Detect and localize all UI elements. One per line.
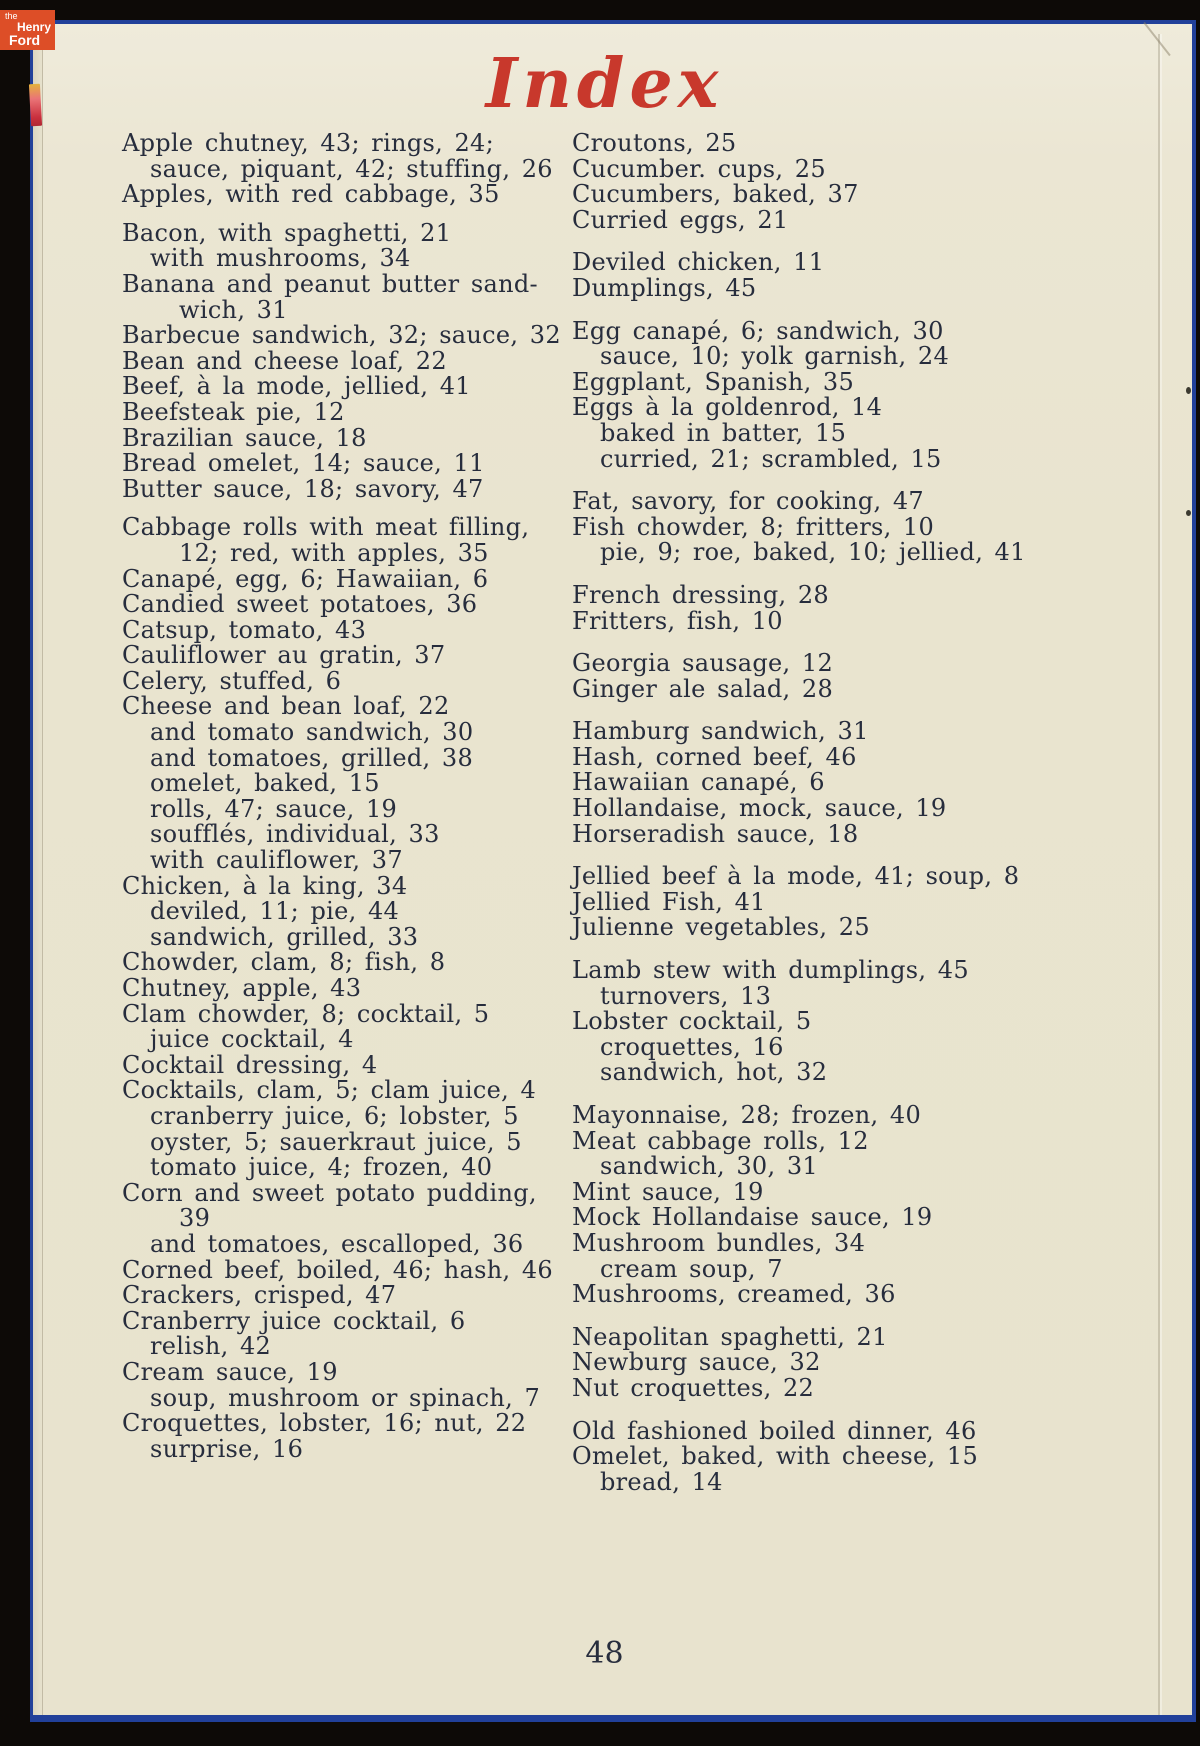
index-entry-line: Catsup, tomato, 43 bbox=[122, 615, 367, 644]
index-entry-line: Cucumbers, baked, 37 bbox=[572, 180, 859, 209]
index-entry-line: Nut croquettes, 22 bbox=[572, 1373, 815, 1402]
index-entry-line: Barbecue sandwich, 32; sauce, 32 bbox=[122, 321, 561, 350]
index-entry-line: 12; red, with apples, 35 bbox=[179, 538, 489, 567]
index-entry-line: Newburg sauce, 32 bbox=[572, 1348, 821, 1377]
index-entry-line: sandwich, hot, 32 bbox=[600, 1058, 828, 1087]
book-page bbox=[30, 20, 1196, 1722]
index-entry-line: Cream sauce, 19 bbox=[122, 1357, 338, 1386]
index-entry-line: sandwich, 30, 31 bbox=[600, 1152, 818, 1181]
page-speck bbox=[1186, 510, 1191, 516]
page-edge-left bbox=[33, 24, 43, 1715]
index-entry-line: croquettes, 16 bbox=[600, 1032, 784, 1061]
index-group bbox=[572, 250, 1132, 301]
index-entry-line: baked in batter, 15 bbox=[600, 418, 847, 447]
index-entry-line: Meat cabbage rolls, 12 bbox=[572, 1126, 869, 1155]
index-entry-line: sauce, piquant, 42; stuffing, 26 bbox=[150, 154, 553, 183]
index-entry-line: Eggplant, Spanish, 35 bbox=[572, 367, 855, 396]
index-entry-line: Banana and peanut butter sand- bbox=[122, 269, 538, 298]
index-entry-line: sandwich, grilled, 33 bbox=[150, 922, 419, 951]
index-entry-line: Fritters, fish, 10 bbox=[572, 606, 783, 635]
index-entry-line: surprise, 16 bbox=[150, 1434, 304, 1463]
index-group bbox=[122, 131, 582, 208]
index-entry-line: Chowder, clam, 8; fish, 8 bbox=[122, 948, 446, 977]
index-entry-line: Canapé, egg, 6; Hawaiian, 6 bbox=[122, 564, 489, 593]
index-entry-line: Mock Hollandaise sauce, 19 bbox=[572, 1203, 933, 1232]
index-entry-line: soufflés, individual, 33 bbox=[150, 820, 440, 849]
index-entry-line: Apple chutney, 43; rings, 24; bbox=[122, 129, 494, 157]
index-entry-line: and tomatoes, grilled, 38 bbox=[150, 743, 474, 772]
page-speck bbox=[1186, 387, 1191, 394]
index-entry-line: Crackers, crisped, 47 bbox=[122, 1281, 397, 1310]
index-entry-line: Chicken, à la king, 34 bbox=[122, 871, 408, 900]
index-entry-line: Mushroom bundles, 34 bbox=[572, 1228, 866, 1257]
index-group bbox=[122, 218, 582, 503]
index-entry-line: Omelet, baked, with cheese, 15 bbox=[572, 1442, 979, 1471]
page-number: 48 bbox=[585, 1636, 624, 1671]
index-entry-line: deviled, 11; pie, 44 bbox=[150, 897, 400, 926]
index-entry-line: Hawaiian canapé, 6 bbox=[572, 768, 825, 797]
henry-ford-logo bbox=[0, 10, 55, 50]
logo-text-henry: Henry bbox=[17, 20, 52, 34]
index-entry-line: Cauliflower au gratin, 37 bbox=[122, 641, 446, 670]
index-entry-line: Clam chowder, 8; cocktail, 5 bbox=[122, 999, 490, 1028]
index-group bbox=[572, 316, 1132, 473]
index-entry-line: Bread omelet, 14; sauce, 11 bbox=[122, 449, 485, 478]
index-group bbox=[572, 1416, 1132, 1496]
index-entry-line: Mayonnaise, 28; frozen, 40 bbox=[572, 1101, 922, 1129]
index-entry-line: Neapolitan spaghetti, 21 bbox=[572, 1322, 888, 1351]
logo-text-ford: Ford bbox=[9, 32, 41, 48]
index-group bbox=[572, 651, 1132, 702]
index-entry-line: Cocktail dressing, 4 bbox=[122, 1050, 378, 1079]
index-entry-line: Brazilian sauce, 18 bbox=[122, 423, 367, 452]
index-entry-line: Horseradish sauce, 18 bbox=[572, 819, 859, 848]
index-entry-line: Fish chowder, 8; fritters, 10 bbox=[572, 512, 935, 541]
index-entry-line: Cheese and bean loaf, 22 bbox=[122, 692, 450, 721]
index-group bbox=[572, 958, 1132, 1086]
index-entry-line: Lobster cocktail, 5 bbox=[572, 1007, 812, 1036]
index-entry-line: Deviled chicken, 11 bbox=[572, 248, 825, 277]
index-entry-line: Hollandaise, mock, sauce, 19 bbox=[572, 794, 947, 823]
index-entry-line: relish, 42 bbox=[150, 1332, 272, 1361]
index-entry-line: Celery, stuffed, 6 bbox=[122, 666, 342, 695]
index-entry-line: Candied sweet potatoes, 36 bbox=[122, 590, 478, 619]
index-title: Index bbox=[485, 44, 724, 124]
index-entry-line: tomato juice, 4; frozen, 40 bbox=[150, 1153, 493, 1182]
index-entry-line: 39 bbox=[179, 1204, 211, 1233]
index-entry-line: Egg canapé, 6; sandwich, 30 bbox=[572, 316, 944, 345]
index-entry-line: Beef, à la mode, jellied, 41 bbox=[122, 372, 471, 401]
index-entry-line: Fat, savory, for cooking, 47 bbox=[572, 487, 924, 516]
index-entry-line: Lamb stew with dumplings, 45 bbox=[572, 956, 969, 985]
index-entry-line: Hash, corned beef, 46 bbox=[572, 742, 857, 771]
index-entry-line: Corned beef, boiled, 46; hash, 46 bbox=[122, 1255, 553, 1284]
index-group bbox=[572, 1103, 1132, 1308]
index-group bbox=[572, 580, 1132, 635]
index-column-left bbox=[122, 131, 582, 1475]
index-entry-line: Corn and sweet potato pudding, bbox=[122, 1178, 537, 1207]
index-column-right bbox=[572, 131, 1132, 1512]
index-entry-line: with mushrooms, 34 bbox=[150, 244, 411, 273]
index-entry-line: Jellied beef à la mode, 41; soup, 8 bbox=[572, 862, 1020, 891]
index-entry-line: Croquettes, lobster, 16; nut, 22 bbox=[122, 1409, 527, 1438]
index-group bbox=[572, 719, 1132, 847]
page-edge-crease bbox=[1158, 34, 1160, 1715]
index-entry-line: Mushrooms, creamed, 36 bbox=[572, 1280, 896, 1309]
index-group bbox=[572, 131, 1132, 233]
index-entry-line: Apples, with red cabbage, 35 bbox=[122, 180, 500, 209]
index-entry-line: juice cocktail, 4 bbox=[150, 1025, 354, 1054]
index-entry-line: omelet, baked, 15 bbox=[150, 769, 380, 798]
index-group bbox=[572, 864, 1132, 941]
index-entry-line: with cauliflower, 37 bbox=[150, 846, 403, 875]
index-entry-line: turnovers, 13 bbox=[600, 981, 772, 1010]
index-entry-line: cream soup, 7 bbox=[600, 1254, 783, 1283]
index-entry-line: Cocktails, clam, 5; clam juice, 4 bbox=[122, 1076, 537, 1105]
index-entry-line: cranberry juice, 6; lobster, 5 bbox=[150, 1101, 519, 1130]
index-entry-line: Beefsteak pie, 12 bbox=[122, 397, 345, 426]
index-entry-line: Dumplings, 45 bbox=[572, 273, 757, 302]
index-entry-line: Hamburg sandwich, 31 bbox=[572, 717, 869, 746]
index-entry-line: soup, mushroom or spinach, 7 bbox=[150, 1383, 541, 1412]
index-entry-line: bread, 14 bbox=[600, 1467, 723, 1496]
index-entry-line: Croutons, 25 bbox=[572, 129, 737, 157]
index-entry-line: rolls, 47; sauce, 19 bbox=[150, 794, 398, 823]
index-entry-line: Old fashioned boiled dinner, 46 bbox=[572, 1416, 977, 1445]
index-entry-line: Julienne vegetables, 25 bbox=[572, 913, 870, 942]
index-entry-line: Bean and cheese loaf, 22 bbox=[122, 346, 447, 375]
index-entry-line: Mint sauce, 19 bbox=[572, 1177, 764, 1206]
index-entry-line: Butter sauce, 18; savory, 47 bbox=[122, 474, 484, 503]
index-group bbox=[572, 1322, 1132, 1402]
index-entry-line: Eggs à la goldenrod, 14 bbox=[572, 393, 883, 422]
index-entry-line: Chutney, apple, 43 bbox=[122, 974, 362, 1002]
index-entry-line: and tomatoes, escalloped, 36 bbox=[150, 1229, 524, 1258]
index-entry-line: Ginger ale salad, 28 bbox=[572, 674, 834, 703]
index-entry-line: Curried eggs, 21 bbox=[572, 205, 789, 234]
index-group bbox=[122, 515, 582, 1462]
index-entry-line: Cranberry juice cocktail, 6 bbox=[122, 1306, 466, 1335]
index-entry-line: wich, 31 bbox=[179, 295, 288, 324]
index-entry-line: pie, 9; roe, baked, 10; jellied, 41 bbox=[600, 538, 1026, 567]
index-entry-line: Cabbage rolls with meat filling, bbox=[122, 513, 530, 542]
index-entry-line: Cucumber. cups, 25 bbox=[572, 154, 826, 183]
index-entry-line: French dressing, 28 bbox=[572, 580, 829, 609]
index-entry-line: oyster, 5; sauerkraut juice, 5 bbox=[150, 1127, 522, 1156]
index-entry-line: curried, 21; scrambled, 15 bbox=[600, 444, 942, 473]
index-entry-line: sauce, 10; yolk garnish, 24 bbox=[600, 342, 950, 371]
index-entry-line: Jellied Fish, 41 bbox=[572, 887, 766, 916]
index-entry-line: and tomato sandwich, 30 bbox=[150, 718, 474, 747]
index-entry-line: Bacon, with spaghetti, 21 bbox=[122, 218, 452, 247]
logo-text-the: the bbox=[5, 11, 18, 21]
index-group bbox=[572, 489, 1132, 566]
index-entry-line: Georgia sausage, 12 bbox=[572, 649, 834, 678]
